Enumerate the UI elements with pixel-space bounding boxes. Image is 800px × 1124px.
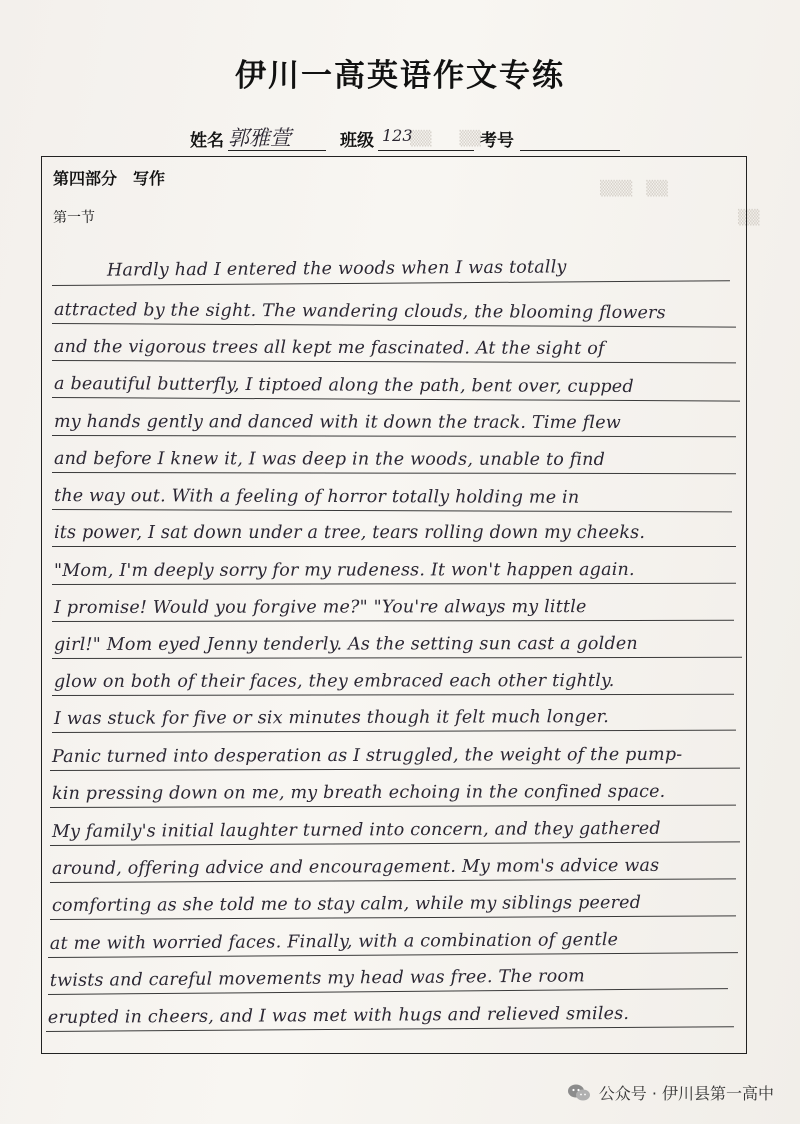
essay-line	[52, 622, 742, 659]
essay-line	[52, 400, 736, 437]
essay-line-text: I promise! Would you forgive me?" "You're always my little	[53, 597, 587, 618]
essay-line	[52, 362, 740, 402]
essay-line	[52, 659, 734, 696]
essay-line	[50, 733, 740, 771]
bleed-through-decoration: ▒▒ ▒▒	[410, 131, 482, 147]
essay-line	[52, 695, 736, 733]
essay-line	[52, 474, 732, 512]
subsection-heading: 第一节	[53, 210, 95, 226]
essay-line-text: "Mom, I'm deeply sorry for my rudeness. It won't happen again.	[53, 559, 635, 581]
essay-line-text: twists and careful movements my head was free. The room	[49, 966, 586, 991]
essay-line	[52, 548, 736, 585]
essay-line-text: a beautiful butterfly, I tiptoed along the path, bent over, cupped	[54, 374, 634, 398]
page-title: 伊川一高英语作文专练	[235, 58, 565, 94]
essay-line	[50, 806, 740, 846]
essay-line	[46, 991, 734, 1032]
ruled-line	[52, 546, 736, 547]
essay-line-text: my hands gently and danced with it down the track. Time flew	[54, 412, 621, 433]
essay-line	[52, 288, 736, 328]
essay-line	[50, 770, 736, 808]
essay-line-text: kin pressing down on me, my breath echoing in the confined space.	[51, 781, 666, 804]
essay-line	[48, 917, 738, 958]
essay-line-text: Hardly had I entered the woods when I was totally	[53, 257, 567, 281]
essay-line	[52, 585, 734, 622]
essay-line-text: attracted by the sight. The wandering clouds, the blooming flowers	[54, 300, 666, 324]
essay-line-text: Panic turned into desperation as I struggled, the weight of the pump-	[51, 744, 683, 767]
essay-line-text: its power, I sat down under a tree, tears rolling down my cheeks.	[54, 523, 646, 543]
class-label: 班级	[340, 131, 374, 151]
essay-line	[52, 511, 736, 547]
wechat-icon	[567, 1083, 591, 1103]
number-label: 考号	[480, 131, 514, 151]
essay-line	[52, 325, 736, 363]
essay-line	[48, 953, 728, 995]
name-value: 郭雅萱	[228, 126, 291, 150]
essay-line-text: glow on both of their faces, they embraced each other tightly.	[53, 671, 615, 692]
essay-line	[50, 843, 736, 883]
name-label: 姓名	[190, 131, 224, 151]
essay-line-text: erupted in cheers, and I was met with hugs and relieved smiles.	[47, 1003, 630, 1028]
watermark-text: 公众号 · 伊川县第一高中	[598, 1084, 774, 1103]
essay-line	[52, 437, 736, 474]
essay-line-text: I was stuck for five or six minutes though it felt much longer.	[53, 707, 610, 729]
section-heading: 第四部分 写作	[53, 169, 166, 188]
bleed-through-decoration: ▒▒▒ ▒▒	[600, 181, 668, 197]
essay-line-text: comforting as she told me to stay calm, while my siblings peered	[51, 892, 642, 916]
watermark	[567, 1081, 774, 1104]
class-value: 123	[382, 126, 413, 145]
essay-line-text: and before I knew it, I was deep in the woods, unable to find	[54, 449, 606, 470]
essay-line	[52, 245, 730, 286]
essay-line	[50, 880, 736, 920]
bleed-through-decoration: ▒▒	[738, 210, 760, 226]
essay-line-text: and the vigorous trees all kept me fascinated. At the sight of	[54, 337, 605, 359]
essay-line-text: My family's initial laughter turned into concern, and they gathered	[51, 818, 661, 842]
essay-line-text: around, offering advice and encouragement. My mom's advice was	[51, 855, 660, 879]
essay-line-text: the way out. With a feeling of horror totally holding me in	[54, 486, 580, 508]
essay-line-text: at me with worried faces. Finally, with a combination of gentle	[49, 930, 619, 954]
essay-line-text: girl!" Mom eyed Jenny tenderly. As the setting sun cast a golden	[53, 633, 638, 655]
